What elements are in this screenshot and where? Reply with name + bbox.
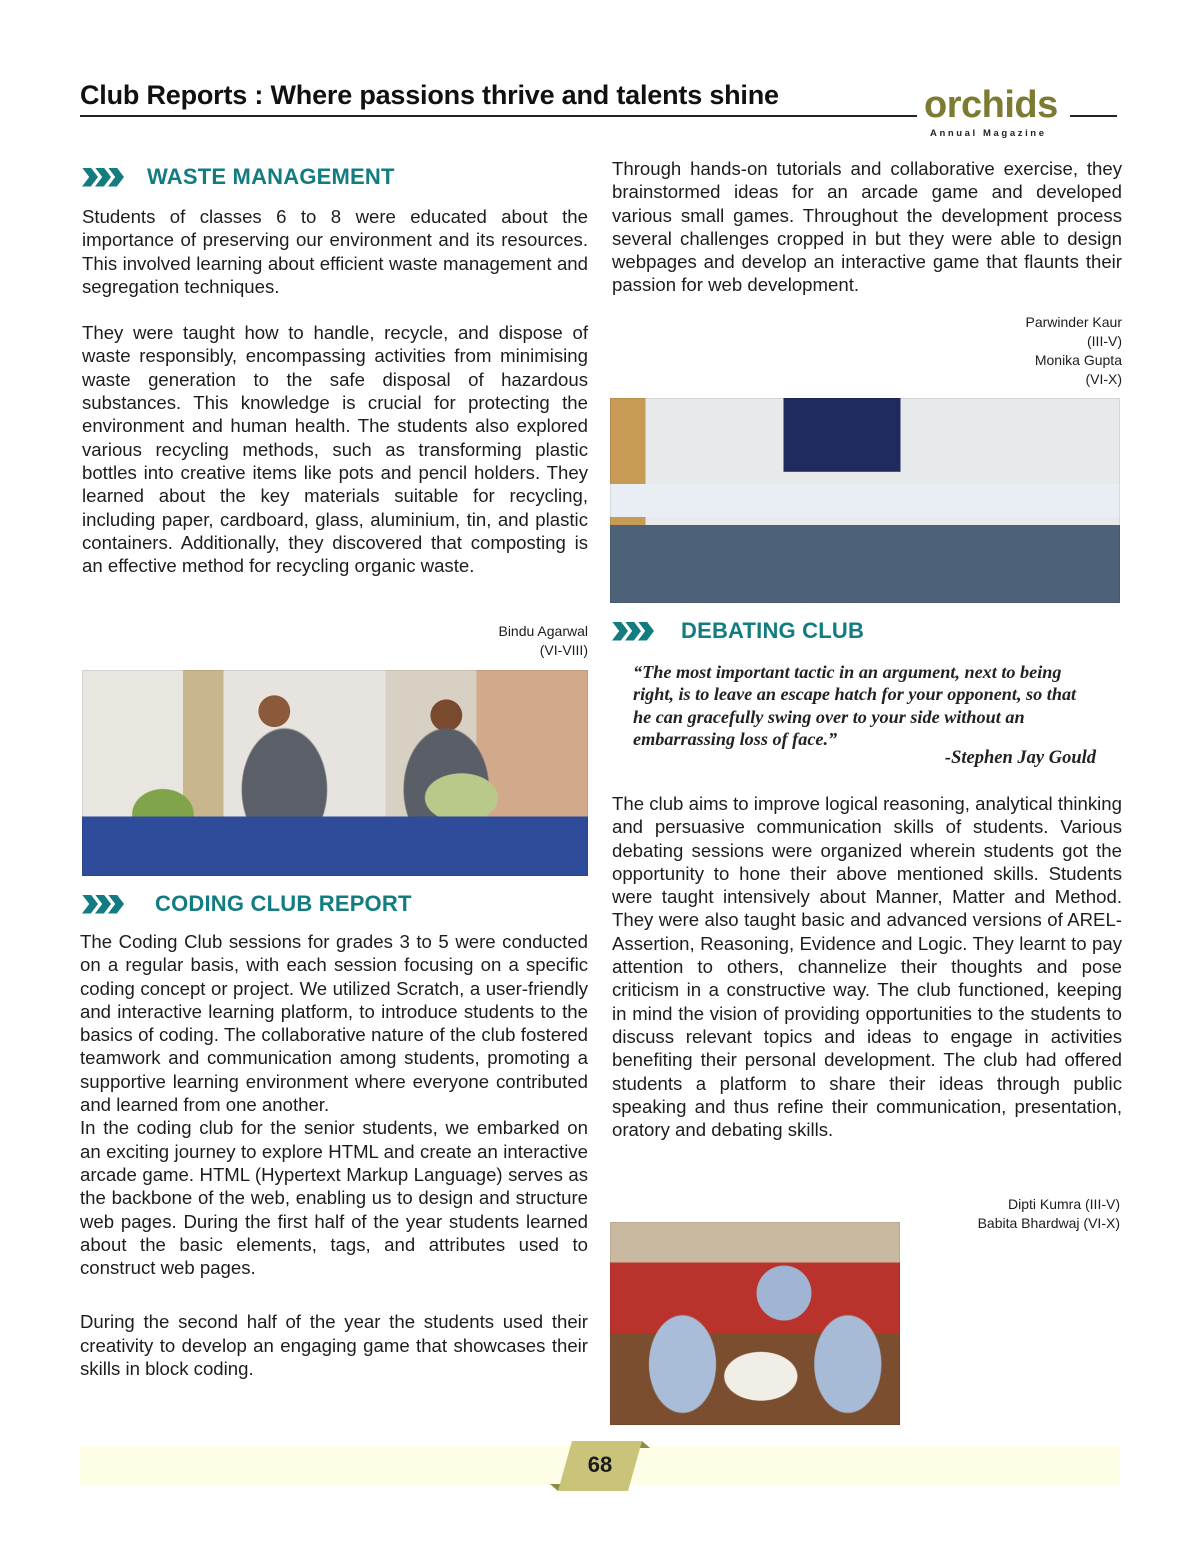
debating-quote: “The most important tactic in an argument, next to being right, is to leave an escape hatch for your opponent, so that he can gracefully swing over to your side without an embarrassing loss of face.” — [633, 662, 1077, 750]
paragraph: Through hands-on tutorials and collaborative exercise, they brainstormed ideas for an arcade game and developed various small games. Throughout the development process several challenges cropped in but they were able to design webpages and develop an interactive game that flaunts their passion for web development. — [612, 158, 1122, 296]
waste-management-photo — [82, 670, 588, 876]
magazine-logo-subtitle: Annual Magazine — [930, 128, 1047, 139]
section-title: WASTE MANAGEMENT — [147, 164, 395, 189]
section-heading-waste-management — [82, 164, 395, 190]
author-grades: (VI-VIII) — [539, 642, 588, 658]
paragraph: The club aims to improve logical reasoning, analytical thinking and persuasive communication skills of students. Various debating sessions were organized wherein students got the opportunity to hone their above mentioned skills. Students were taught intensively about Manner, Matter and Method. They were also taught basic and advanced versions of AREL-Assertion, Reasoning, Evidence and Logic. They learnt to pay attention to others, channelize their thoughts and pose criticism in a constructive way. The club functioned, keeping in mind the vision of providing opportunities to the students to discuss relevant topics and ideas to engage in activities benefiting their personal development. The club had offered students a platform to share their ideas through public speaking and thus refine their communication, presentation, oratory and debating skills. — [612, 793, 1122, 1141]
waste-management-body — [82, 205, 588, 577]
triple-chevron-icon — [82, 168, 121, 187]
coding-club-body-continued — [612, 157, 1122, 297]
section-title: CODING CLUB REPORT — [155, 891, 412, 916]
author-name: Dipti Kumra (III-V) — [1007, 1196, 1120, 1212]
magazine-logo: orchids — [924, 84, 1058, 126]
section-heading-debating-club — [612, 618, 864, 644]
debating-club-body — [612, 792, 1122, 1141]
author-name: Babita Bhardwaj (VI-X) — [977, 1215, 1120, 1231]
title-divider — [80, 115, 917, 117]
author-name: Bindu Agarwal — [498, 623, 588, 639]
paragraph: In the coding club for the senior students, we embarked on an exciting journey to explore HTML and create an interactive arcade game. HTML (Hypertext Markup Language) serves as the backbone of the web, enabling us to design and structure web pages. During the first half of the year students learned about the basic elements, tags, and attributes used to construct web pages. — [80, 1117, 588, 1279]
debating-club-photo — [610, 1222, 900, 1425]
section-title: DEBATING CLUB — [681, 618, 865, 643]
waste-management-signature — [380, 622, 588, 660]
logo-divider — [1070, 115, 1117, 117]
triple-chevron-icon — [82, 895, 121, 914]
triple-chevron-icon — [612, 622, 651, 641]
author-name: Monika Gupta — [1034, 352, 1122, 368]
coding-club-body — [80, 930, 588, 1380]
paragraph: During the second half of the year the students used their creativity to develop an engaging game that showcases their skills in block coding. — [80, 1311, 588, 1380]
paragraph: They were taught how to handle, recycle, and dispose of waste responsibly, encompassing activities from minimising waste generation to the safe disposal of hazardous substances. This knowledge is crucial for protecting the environment and human health. The students also explored various recycling methods, such as transforming plastic bottles into creative items like pots and pencil holders. They learned about the key materials suitable for recycling, including paper, cardboard, glass, aluminium, tin, and plastic containers. Additionally, they discovered that composting is an effective method for recycling organic waste. — [82, 322, 588, 577]
author-grades: (VI-X) — [1085, 371, 1122, 387]
page-title: Club Reports : Where passions thrive and talents shine — [80, 80, 779, 110]
coding-club-photo — [610, 398, 1120, 603]
coding-club-signature — [900, 313, 1122, 389]
author-name: Parwinder Kaur — [1025, 314, 1122, 330]
page-number: 68 — [587, 1452, 613, 1477]
quote-author: -Stephen Jay Gould — [944, 748, 1096, 768]
debating-club-signature — [900, 1195, 1120, 1233]
section-heading-coding-club — [82, 891, 412, 917]
paragraph: Students of classes 6 to 8 were educated about the importance of preserving our environment and its resources. This involved learning about efficient waste management and segregation techniques. — [82, 206, 588, 297]
author-grades: (III-V) — [1087, 333, 1122, 349]
paragraph: The Coding Club sessions for grades 3 to 5 were conducted on a regular basis, with each session focusing on a specific coding concept or project. We utilized Scratch, a user-friendly and interactive learning platform, to introduce students to the basics of coding. The collaborative nature of the club fostered teamwork and communication among students, promoting a supportive learning environment where everyone contributed and learned from one another. — [80, 931, 588, 1116]
